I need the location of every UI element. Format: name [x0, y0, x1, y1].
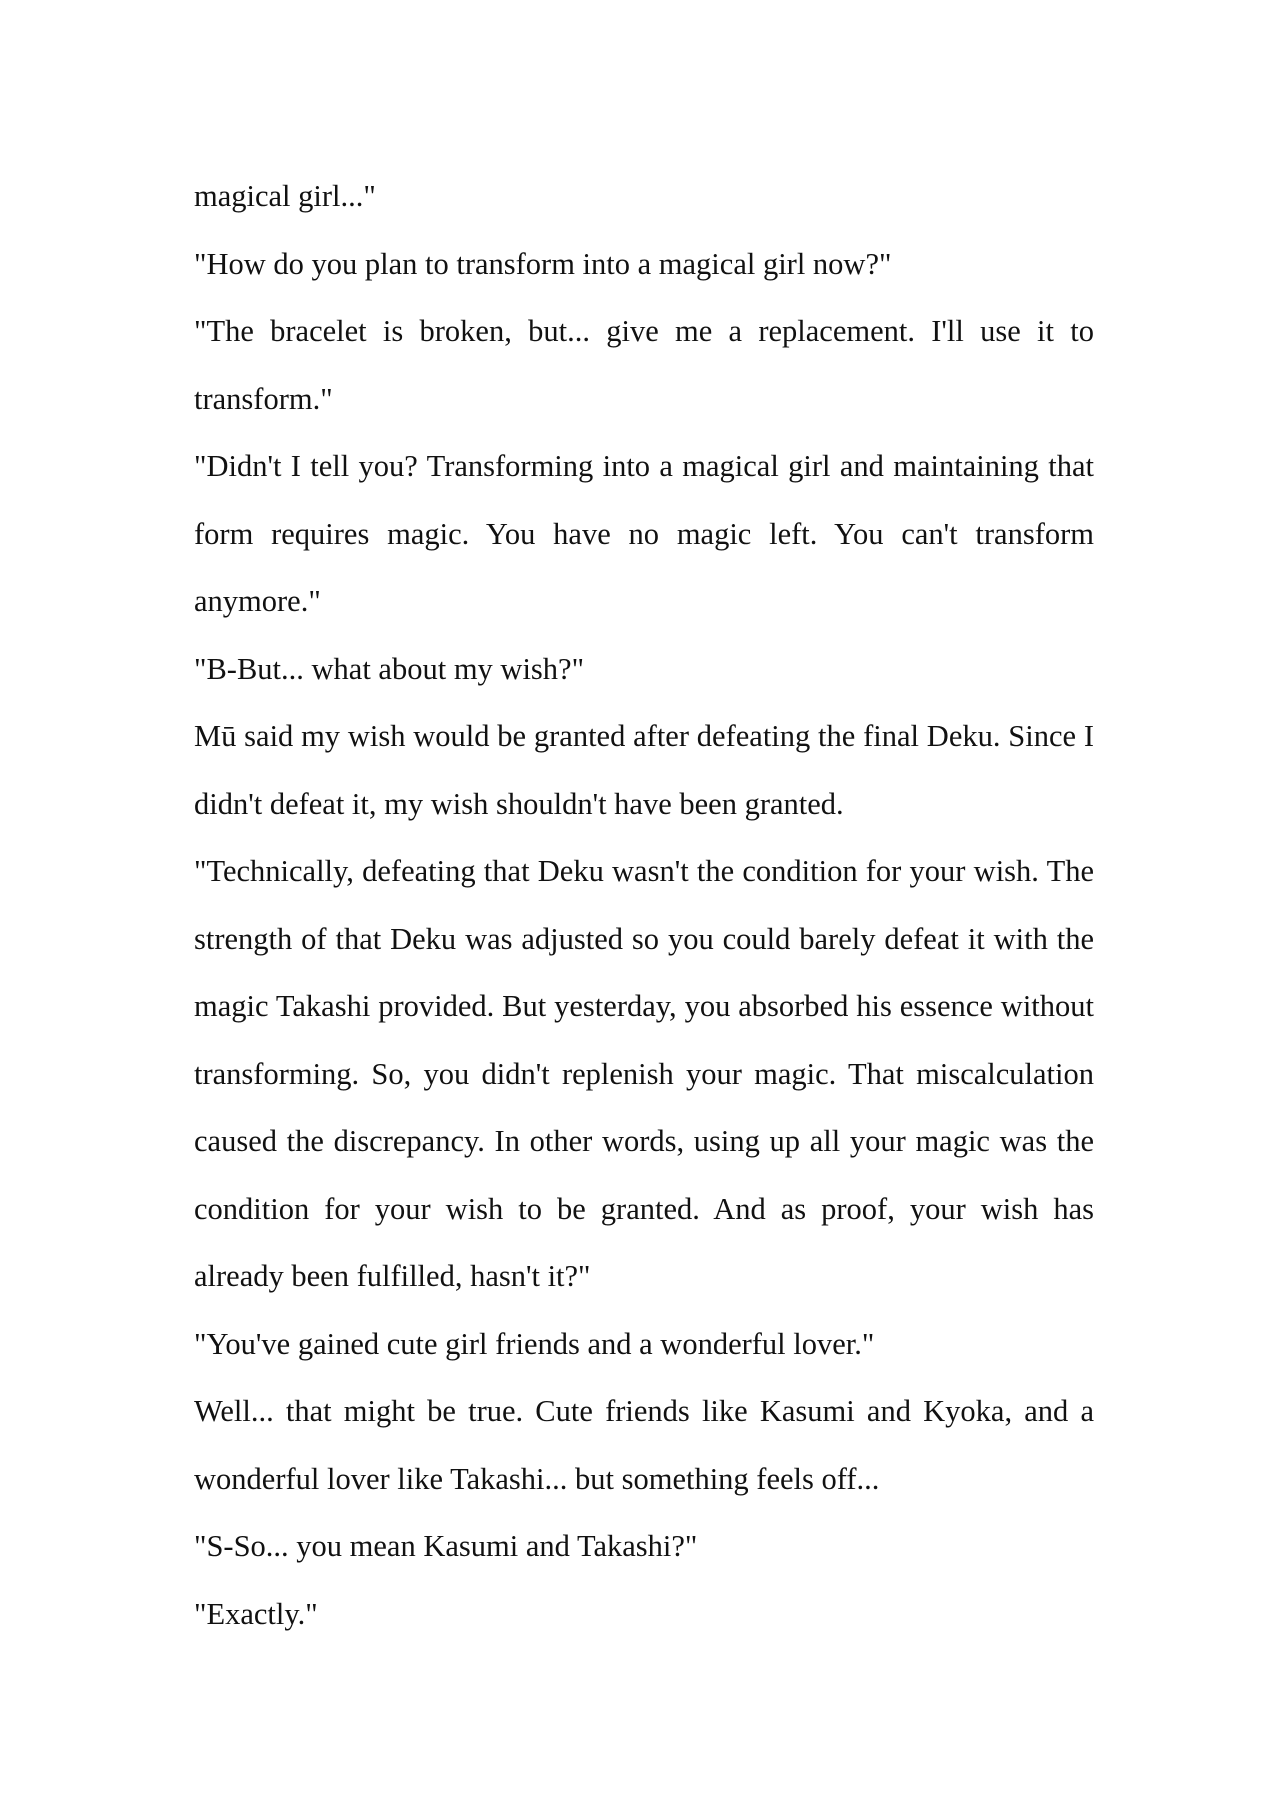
- paragraph-10: "S-So... you mean Kasumi and Takashi?": [194, 1529, 698, 1563]
- paragraph-8: "You've gained cute girl friends and a wonderful lover.": [194, 1326, 875, 1361]
- paragraph-2: "How do you plan to transform into a magical girl now?": [194, 246, 892, 281]
- paragraph-5: "B-But... what about my wish?": [194, 651, 585, 686]
- paragraph-9: Well... that might be true. Cute friends like Kasumi and Kyoka, and a wonderful lover like Takashi... but something feels off...: [194, 1394, 1094, 1496]
- paragraph-11: "Exactly.": [194, 1596, 318, 1631]
- document-body: [194, 163, 1094, 1648]
- paragraph-3: "The bracelet is broken, but... give me a replacement. I'll use it to transform.": [194, 314, 1094, 416]
- paragraph-1: magical girl...": [194, 179, 376, 213]
- paragraph-7: "Technically, defeating that Deku wasn't the condition for your wish. The strength of that Deku was adjusted so you could barely defeat it with the magic Takashi provided. But yesterday, you absorbed his essence without transforming. So, you didn't replenish your magic. That miscalculation caused the discrepancy. In other words, using up all your magic was the condition for your wish to be granted. And as proof, your wish has already been fulfilled, hasn't it?": [194, 854, 1094, 1293]
- paragraph-4: "Didn't I tell you? Transforming into a magical girl and maintaining that form requires magic. You have no magic left. You can't transform anymore.": [194, 449, 1094, 618]
- paragraph-6: Mū said my wish would be granted after defeating the final Deku. Since I didn't defeat it, my wish shouldn't have been granted.: [194, 719, 1094, 821]
